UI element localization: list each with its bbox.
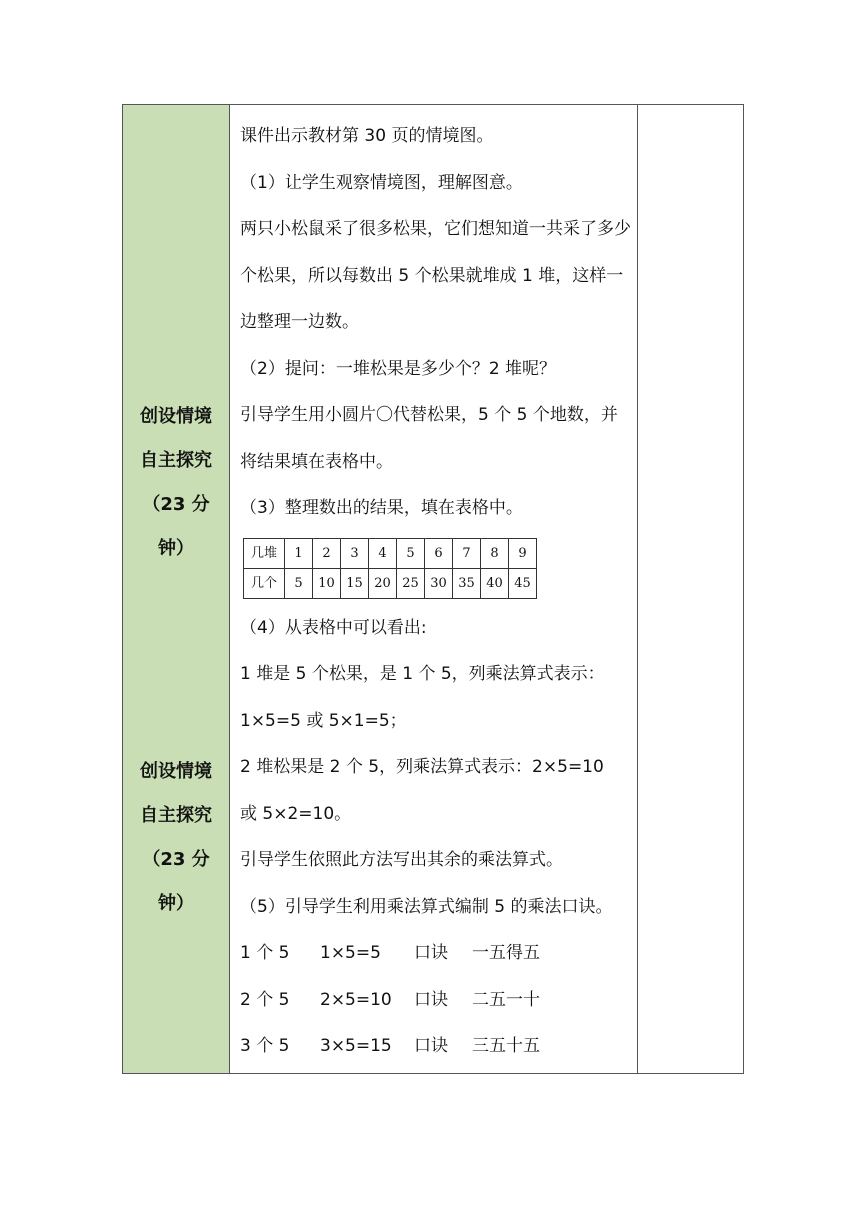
stage-column	[123, 105, 230, 1074]
paragraph-step2: （2）提问：一堆松果是多少个？2 堆呢？	[240, 358, 557, 379]
oral-row-1: 1 个 5 1×5=5 口诀 一五得五	[240, 943, 540, 963]
paragraph-story: 两只小松鼠采了很多松果，它们想知道一共采了多少个松果，所以每数出 5 个松果就堆成 1 堆，这样一边整理一边数。	[240, 219, 631, 332]
paragraph-formula-1: 1×5=5 或 5×1=5；	[240, 710, 407, 731]
notes-column	[638, 105, 744, 1074]
table-row-counts: 几个 5 10 15 20 25 30 35 40 45	[244, 568, 537, 598]
paragraph-formula-2: 或 5×2=10。	[240, 803, 352, 824]
lesson-content	[230, 105, 637, 1070]
lesson-plan-table	[122, 104, 744, 1074]
paragraph-intro: 课件出示教材第 30 页的情境图。	[240, 126, 494, 146]
table-row-piles: 几堆 1 2 3 4 5 6 7 8 9	[244, 538, 537, 568]
paragraph-one-pile: 1 堆是 5 个松果，是 1 个 5，列乘法算式表示：	[240, 664, 605, 684]
paragraph-guide-formulas: 引导学生依照此方法写出其余的乘法算式。	[240, 850, 563, 870]
paragraph-step4: （4）从表格中可以看出:	[240, 617, 427, 638]
paragraph-guide: 引导学生用小圆片〇代替松果，5 个 5 个地数，并将结果填在表格中。	[240, 405, 618, 472]
oral-row-2: 2 个 5 2×5=10 口诀 二五一十	[240, 989, 540, 1010]
oral-row-3: 3 个 5 3×5=15 口诀 三五十五	[240, 1036, 540, 1056]
content-column	[230, 105, 638, 1074]
paragraph-step1: （1）让学生观察情境图，理解图意。	[240, 172, 523, 193]
stage-label-bottom: 创设情境 自主探究 （23 分 钟）	[140, 761, 212, 914]
paragraph-step5: （5）引导学生利用乘法算式编制 5 的乘法口诀。	[240, 896, 613, 917]
paragraph-two-piles: 2 堆松果是 2 个 5，列乘法算式表示：2×5=10	[240, 757, 604, 777]
paragraph-step3: （3）整理数出的结果，填在表格中。	[240, 498, 523, 518]
stage-label-top: 创设情境 自主探究 （23 分 钟）	[140, 406, 212, 559]
pile-count-table	[243, 538, 537, 599]
